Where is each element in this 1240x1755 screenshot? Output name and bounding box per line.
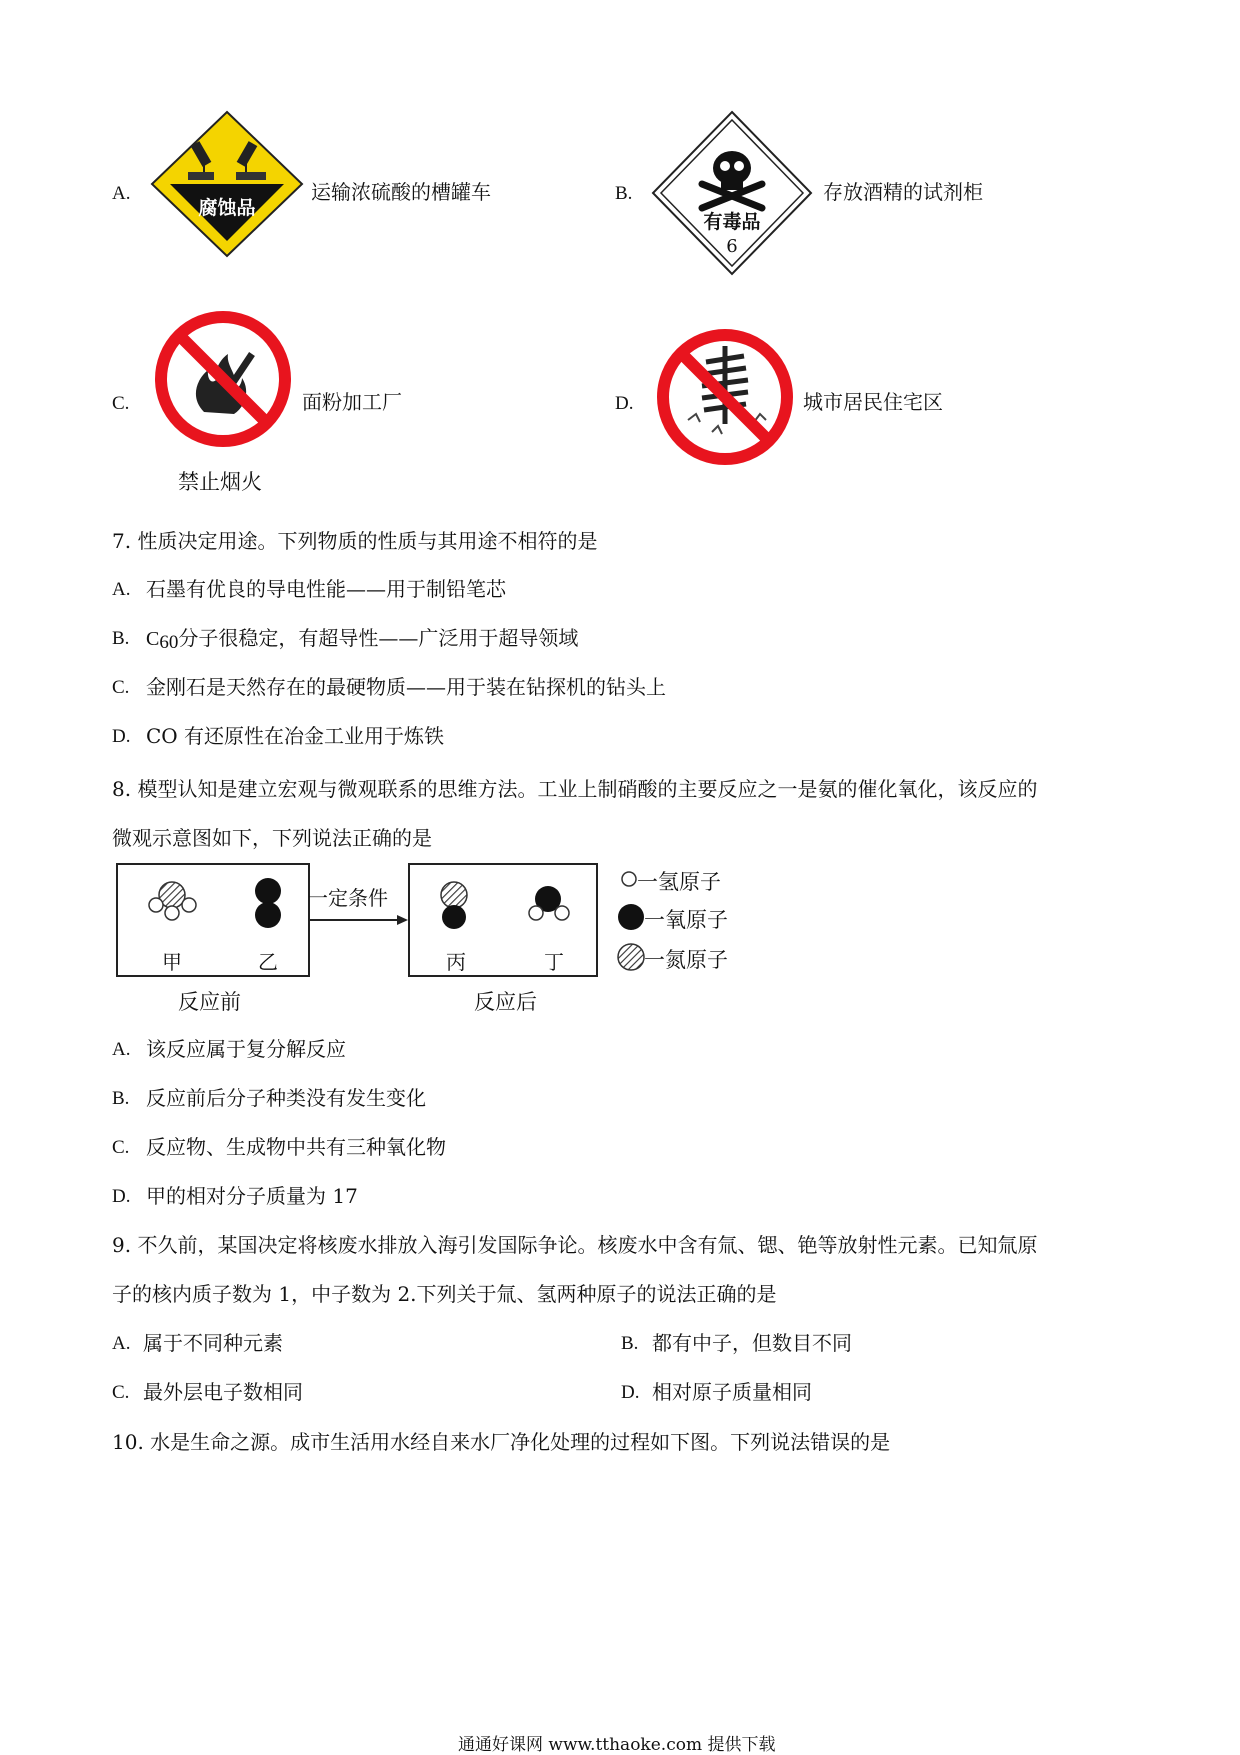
question-stem-line-2: 子的核内质子数为 1，中子数为 2.下列关于氚、氢两种原子的说法正确的是	[112, 1282, 777, 1306]
option-text: 金刚石是天然存在的最硬物质——用于装在钻探机的钻头上	[146, 675, 666, 699]
molecule-ding	[529, 886, 569, 920]
label-ding: 丁	[544, 950, 564, 974]
option-text: 面粉加工厂	[302, 390, 402, 414]
option-text: 都有中子，但数目不同	[652, 1331, 852, 1355]
after-caption: 反应后	[474, 990, 537, 1014]
option-letter: B.	[615, 183, 633, 204]
option-letter: A.	[112, 183, 131, 204]
option-letter: B.	[621, 1333, 639, 1354]
toxic-sign-icon	[650, 110, 814, 276]
option-text: 最外层电子数相同	[143, 1380, 303, 1404]
option-text-rest: 分子很稳定，有超导性——广泛用于超导领域	[178, 626, 579, 650]
label-bing: 丙	[446, 950, 466, 974]
option-letter: A.	[112, 579, 131, 600]
option-letter: D.	[112, 726, 131, 747]
label-jia: 甲	[162, 950, 182, 974]
hydrogen-atom-icon	[622, 872, 636, 886]
option-letter: D.	[112, 1186, 131, 1207]
option-letter: D.	[615, 393, 634, 414]
molecule-drawing	[116, 863, 596, 975]
nitrogen-atom-icon	[618, 944, 644, 970]
option-letter: C.	[112, 393, 130, 414]
option-text: 反应物、生成物中共有三种氧化物	[146, 1135, 446, 1159]
formula-c: C	[146, 628, 160, 650]
option-text: 存放酒精的试剂柜	[823, 180, 983, 204]
option-text: 属于不同种元素	[143, 1331, 283, 1355]
question-stem-line-1: 9. 不久前，某国决定将核废水排放入海引发国际争论。核废水中含有氚、锶、铯等放射性元素。已知氚原	[112, 1233, 1038, 1257]
option-text: 反应前后分子种类没有发生变化	[146, 1086, 426, 1110]
question-stem-line-1: 8. 模型认知是建立宏观与微观联系的思维方法。工业上制硝酸的主要反应之一是氨的催化氧化，该反应的	[112, 777, 1038, 801]
question-stem: 7. 性质决定用途。下列物质的性质与其用途不相符的是	[112, 529, 598, 553]
molecule-jia	[149, 882, 196, 920]
molecule-bing	[441, 882, 467, 929]
option-text: 运输浓硫酸的槽罐车	[311, 180, 491, 204]
option-letter: B.	[112, 628, 130, 649]
option-letter: B.	[112, 1088, 130, 1109]
option-letter: C.	[112, 677, 130, 698]
arrow-condition-label: 一定条件	[308, 886, 388, 910]
corrosive-sign-icon	[148, 110, 306, 258]
page-footer: 通通好课网 www.tthaoke.com 提供下载	[458, 1735, 776, 1755]
toxic-class-number: 6	[726, 236, 738, 257]
oxygen-atom-icon	[618, 904, 644, 930]
no-fire-sign-icon	[152, 308, 294, 450]
option-text: 该反应属于复分解反应	[146, 1037, 346, 1061]
option-text: CO 有还原性在冶金工业用于炼铁	[146, 724, 445, 748]
option-text: 相对原子质量相同	[652, 1380, 812, 1404]
option-text: 石墨有优良的导电性能——用于制铅笔芯	[146, 577, 506, 601]
option-letter: A.	[112, 1039, 131, 1060]
option-text	[146, 626, 578, 655]
sign-caption: 禁止烟火	[178, 470, 262, 494]
no-fireworks-sign-icon	[654, 326, 796, 468]
molecule-yi	[255, 878, 281, 928]
legend-oxygen: 一氧原子	[644, 908, 728, 932]
label-yi: 乙	[258, 950, 278, 974]
option-letter: D.	[621, 1382, 640, 1403]
toxic-label: 有毒品	[703, 211, 761, 233]
option-text: 甲的相对分子质量为 17	[146, 1184, 358, 1208]
corrosive-label: 腐蚀品	[198, 197, 256, 219]
legend-nitrogen: 一氮原子	[644, 948, 728, 972]
legend-hydrogen: 一氢原子	[637, 870, 721, 894]
option-letter: A.	[112, 1333, 131, 1354]
before-caption: 反应前	[178, 990, 241, 1014]
formula-subscript: 60	[159, 632, 179, 653]
question-stem-line-2: 微观示意图如下，下列说法正确的是	[112, 826, 432, 850]
question-stem: 10. 水是生命之源。成市生活用水经自来水厂净化处理的过程如下图。下列说法错误的是	[112, 1430, 891, 1454]
option-text: 城市居民住宅区	[803, 390, 943, 414]
option-letter: C.	[112, 1137, 130, 1158]
option-letter: C.	[112, 1382, 130, 1403]
